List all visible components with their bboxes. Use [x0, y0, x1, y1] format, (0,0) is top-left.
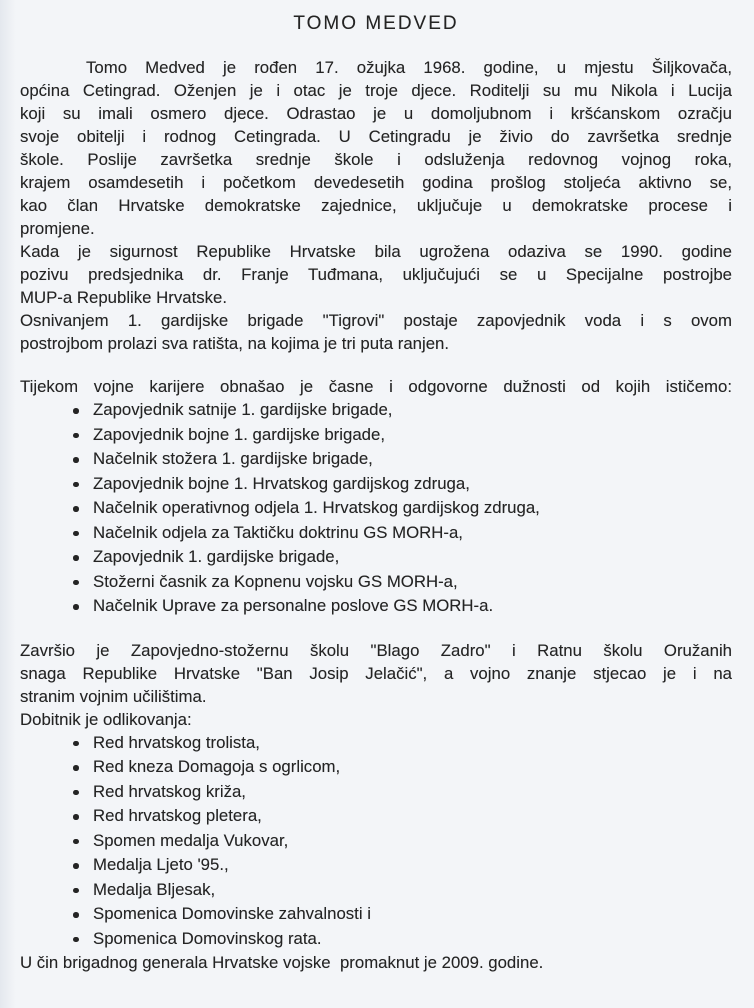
text-line: kao član Hrvatske demokratske zajednice, uključuje u demokratske procese i [20, 196, 732, 215]
text-line: koji su imali osmero djece. Odrastao je u domoljubnom i kršćanskom ozračju [20, 104, 732, 123]
list-item [20, 545, 732, 570]
list-item-text: Zapovjednik 1. gardijske brigade, [93, 547, 340, 566]
list-item-text: Spomenica Domovinskog rata. [93, 928, 322, 948]
bullet-icon [73, 408, 79, 414]
list-item-text: Spomen medalja Vukovar, [93, 830, 289, 850]
bullet-icon [73, 555, 79, 561]
list-item [20, 731, 732, 756]
text-line: snaga Republike Hrvatske "Ban Josip Jelačić", a vojno znanje stjecao je i na [20, 663, 732, 683]
list-item-text: Red hrvatskog križa, [93, 781, 246, 801]
bullet-icon [73, 531, 79, 537]
bullet-icon [73, 433, 79, 439]
bullet-icon [73, 765, 79, 771]
list-item-text: Zapovjednik bojne 1. Hrvatskog gardijskog zdruga, [93, 473, 470, 493]
awards-list [20, 731, 732, 952]
closing-line: U čin brigadnog generala Hrvatske vojske promaknut je 2009. godine. [20, 953, 544, 972]
duties-list [20, 398, 732, 619]
list-item [20, 755, 732, 780]
text-line: škole. Poslije završetka srednje škole i odsluženja redovnog vojnog roka, [20, 150, 732, 169]
text-line: stranim vojnim učilištima. [20, 686, 207, 706]
list-item [20, 423, 732, 448]
list-item [20, 878, 732, 903]
list-item [20, 780, 732, 805]
text-line: MUP-a Republike Hrvatske. [20, 288, 228, 307]
list-item [20, 853, 732, 878]
text-line: Završio je Zapovjedno-stožernu školu "Blago Zadro" i Ratnu školu Oružanih [20, 640, 732, 660]
list-item-text: Načelnik operativnog odjela 1. Hrvatskog gardijskog zdruga, [93, 498, 540, 517]
text-line: promjene. [20, 219, 95, 238]
list-item-text: Medalja Bljesak, [93, 879, 216, 899]
bullet-icon [73, 912, 79, 918]
bullet-icon [73, 839, 79, 845]
list-item [20, 570, 732, 595]
education-paragraph [20, 639, 732, 708]
bullet-icon [73, 741, 79, 747]
list-item [20, 496, 732, 521]
list-item-text: Stožerni časnik za Kopnenu vojsku GS MORH-a, [93, 571, 458, 591]
list-item [20, 447, 732, 472]
bullet-icon [73, 790, 79, 796]
list-item [20, 927, 732, 952]
bullet-icon [73, 863, 79, 869]
bullet-icon [73, 937, 79, 943]
text-line: Kada je sigurnost Republike Hrvatske bila ugrožena odaziva se 1990. godine [20, 242, 732, 261]
list-item [20, 902, 732, 927]
list-item-text: Načelnik Uprave za personalne poslove GS MORH-a. [93, 596, 494, 615]
bullet-icon [73, 506, 79, 512]
list-item [20, 829, 732, 854]
list-item-text: Red hrvatskog pletera, [93, 806, 262, 825]
list-item [20, 804, 732, 829]
list-item [20, 594, 732, 619]
list-item-text: Red hrvatskog trolista, [93, 732, 260, 752]
awards-intro: Dobitnik je odlikovanja: [20, 709, 192, 729]
bullet-icon [73, 604, 79, 610]
text-line: Osnivanjem 1. gardijske brigade "Tigrovi" postaje zapovjednik voda i s ovom [20, 311, 732, 330]
biography-paragraph [20, 56, 732, 240]
bullet-icon [73, 814, 79, 820]
list-item-text: Načelnik stožera 1. gardijske brigade, [93, 449, 373, 468]
mobilization-paragraph [20, 240, 732, 309]
text-line: postrojbom prolazi sva ratišta, na kojima je tri puta ranjen. [20, 334, 450, 353]
list-item-text: Zapovjednik satnije 1. gardijske brigade, [93, 400, 393, 419]
text-line: pozivu predsjednika dr. Franje Tuđmana, uključujući se u Specijalne postrojbe [20, 265, 732, 284]
bullet-icon [73, 457, 79, 463]
tigrovi-paragraph [20, 309, 732, 355]
text-line: općina Cetingrad. Oženjen je i otac je troje djece. Roditelji su mu Nikola i Lucija [20, 81, 732, 100]
duties-intro: Tijekom vojne karijere obnašao je časne i odgovorne dužnosti od kojih ističemo: [20, 377, 732, 396]
document-title: TOMO MEDVED [293, 13, 459, 34]
list-item [20, 472, 732, 497]
bullet-icon [73, 482, 79, 488]
list-item-text: Medalja Ljeto '95., [93, 855, 229, 874]
text-line: krajem osamdesetih i početkom devedesetih godina prošlog stoljeća aktivno se, [20, 173, 732, 192]
text-line: Tomo Medved je rođen 17. ožujka 1968. godine, u mjestu Šiljkovača, [86, 58, 732, 77]
list-item-text: Spomenica Domovinske zahvalnosti i [93, 904, 371, 923]
list-item-text: Zapovjednik bojne 1. gardijske brigade, [93, 424, 385, 444]
text-line: svoje obitelji i rodnog Cetingrada. U Cetingradu je živio do završetka srednje [20, 127, 732, 146]
bullet-icon [73, 580, 79, 586]
list-item [20, 398, 732, 423]
bullet-icon [73, 888, 79, 894]
list-item-text: Načelnik odjela za Taktičku doktrinu GS MORH-a, [93, 522, 463, 542]
list-item [20, 521, 732, 546]
list-item-text: Red kneza Domagoja s ogrlicom, [93, 757, 341, 776]
